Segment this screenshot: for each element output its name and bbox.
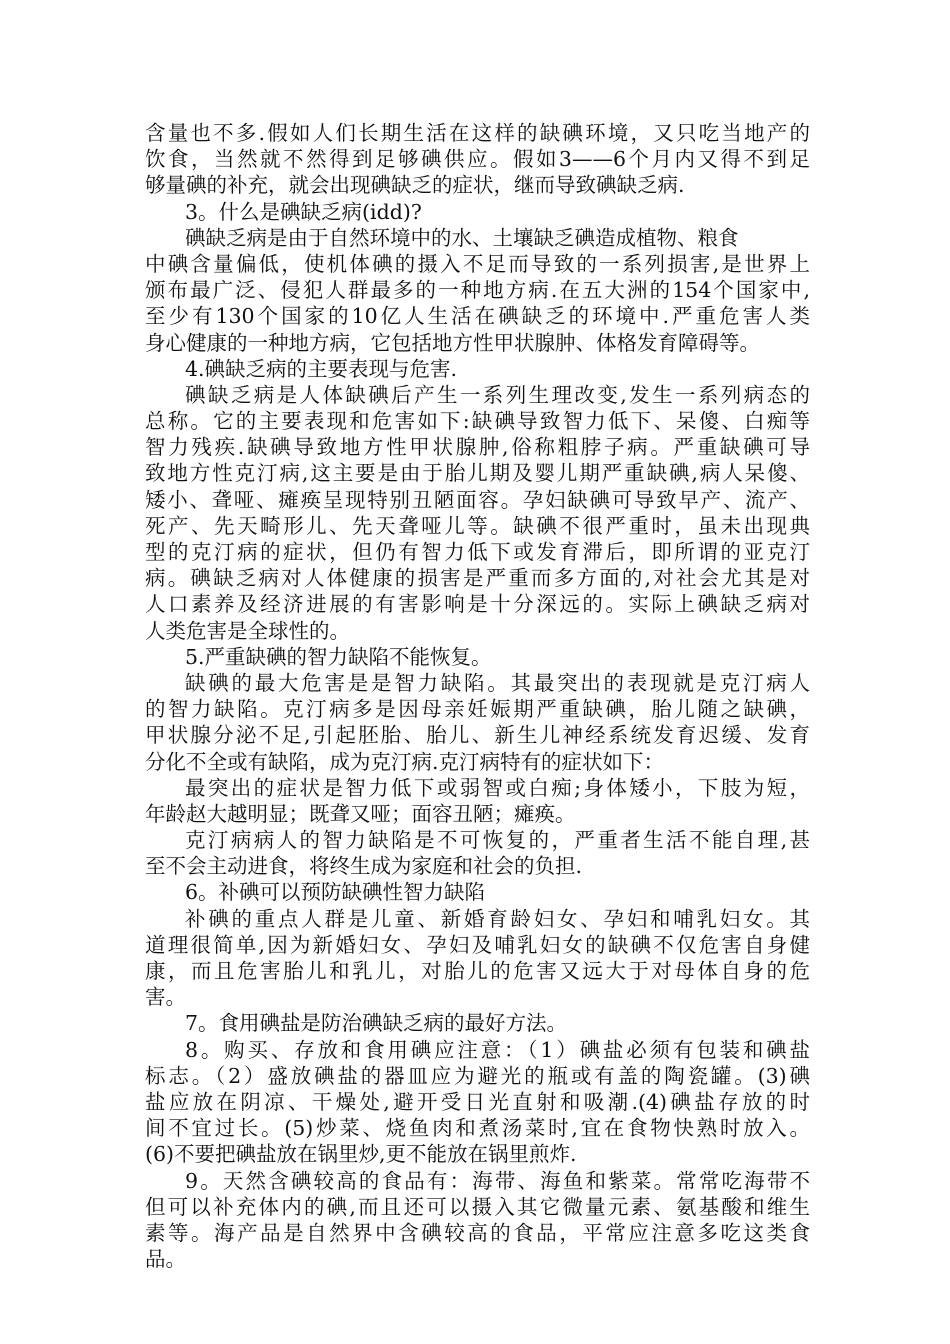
text-line: 碘缺乏病是由于自然环境中的水、土壤缺乏碘造成植物、粮食 xyxy=(185,225,739,250)
text-line: 身心健康的一种地方病，它包括地方性甲状腺肿、体格发育障碍等。 xyxy=(145,330,760,355)
text-line: 够量碘的补充，就会出现碘缺乏的症状，继而导致碘缺乏病. xyxy=(145,173,685,198)
text-line: 8。购买、存放和食用碘应注意：（1）碘盐必须有包装和碘盐 xyxy=(185,1037,810,1062)
text-line: 缺碘的最大危害是是智力缺陷。其最突出的表现就是克汀病人 xyxy=(185,670,810,695)
text-line: 的智力缺陷。克汀病多是因母亲妊娠期严重缺碘，胎儿随之缺碘， xyxy=(145,697,810,722)
text-line: 9。天然含碘较高的食品有：海带、海鱼和紫菜。常常吃海带不 xyxy=(185,1168,810,1193)
text-line: 7。食用碘盐是防治碘缺乏病的最好方法。 xyxy=(185,1011,568,1036)
text-line: 4.碘缺乏病的主要表现与危害. xyxy=(185,356,458,381)
text-line: 饮食，当然就不然得到足够碘供应。假如3——6个月内又得不到足 xyxy=(145,147,810,172)
text-line: 总称。它的主要表现和危害如下:缺碘导致智力低下、呆傻、白痴等 xyxy=(145,409,810,434)
text-line: 颁布最广泛、侵犯人群最多的一种地方病.在五大洲的154个国家中, xyxy=(145,278,810,303)
text-line: 型的克汀病的症状，但仍有智力低下或发育滞后，即所谓的亚克汀 xyxy=(145,540,810,564)
document-body xyxy=(145,120,810,1272)
text-line: 克汀病病人的智力缺陷是不可恢复的，严重者生活不能自理,甚 xyxy=(185,828,810,853)
text-line: 分化不全或有缺陷，成为克汀病.克汀病特有的症状如下： xyxy=(145,749,665,774)
text-line: 人类危害是全球性的。 xyxy=(145,618,350,643)
text-line: 含量也不多.假如人们长期生活在这样的缺碘环境，又只吃当地产的 xyxy=(145,121,810,145)
text-line: 补碘的重点人群是儿童、新婚育龄妇女、孕妇和哺乳妇女。其 xyxy=(185,906,810,931)
text-line: 致地方性克汀病,这主要是由于胎儿期及婴儿期严重缺碘,病人呆傻、 xyxy=(145,461,810,486)
text-line: 年龄赵大越明显；既聋又哑；面容丑陋；瘫痪。 xyxy=(145,801,576,826)
text-line: 标志。（2）盛放碘盐的器皿应为避光的瓶或有盖的陶瓷罐。(3)碘 xyxy=(145,1063,810,1088)
text-line: 康，而且危害胎儿和乳儿，对胎儿的危害又远大于对母体自身的危 xyxy=(145,959,810,983)
text-line: 智力残疾.缺碘导致地方性甲状腺肿,俗称粗脖子病。严重缺碘可导 xyxy=(145,435,810,460)
text-line: 盐应放在阴凉、干燥处,避开受日光直射和吸潮.(4)碘盐存放的时 xyxy=(145,1089,810,1114)
text-line: 死产、先天畸形儿、先天聋哑儿等。缺碘不很严重时，虽未出现典 xyxy=(145,513,810,538)
text-line: 道理很简单,因为新婚妇女、孕妇及哺乳妇女的缺碘不仅危害自身健 xyxy=(145,932,810,957)
text-line: (6)不要把碘盐放在锅里炒,更不能放在锅里煎炸. xyxy=(145,1142,577,1167)
text-line: 6。补碘可以预防缺碘性智力缺陷 xyxy=(185,880,486,905)
text-line: 病。碘缺乏病对人体健康的损害是严重而多方面的,对社会尤其是对 xyxy=(145,566,810,591)
text-line: 素等。海产品是自然界中含碘较高的食品，平常应注意多吃这类食 xyxy=(145,1220,810,1245)
text-line: 害。 xyxy=(145,985,186,1010)
text-line: 中碘含量偏低，使机体碘的摄入不足而导致的一系列损害,是世界上 xyxy=(145,251,810,276)
text-line: 碘缺乏病是人体缺碘后产生一系列生理改变,发生一系列病态的 xyxy=(185,382,810,407)
text-line: 人口素养及经济进展的有害影响是十分深远的。实际上碘缺乏病对 xyxy=(145,592,810,617)
text-line: 最突出的症状是智力低下或弱智或白痴;身体矮小，下肢为短， xyxy=(185,775,810,800)
text-line: 但可以补充体内的碘,而且还可以摄入其它微量元素、氨基酸和维生 xyxy=(145,1194,810,1219)
text-line: 品。 xyxy=(145,1247,186,1272)
text-line: 间不宜过长。(5)炒菜、烧鱼肉和煮汤菜时,宜在食物快熟时放入。 xyxy=(145,1116,810,1141)
text-line: 至少有130个国家的10亿人生活在碘缺乏的环境中.严重危害人类 xyxy=(145,304,810,329)
text-line: 至不会主动进食，将终生成为家庭和社会的负担. xyxy=(145,854,583,879)
text-line: 3。什么是碘缺乏病(idd)? xyxy=(185,199,422,224)
text-line: 甲状腺分泌不足,引起胚胎、胎儿、新生儿神经系统发育迟缓、发育 xyxy=(145,723,810,748)
text-line: 矮小、聋哑、瘫痪呈现特别丑陋面容。孕妇缺碘可导致早产、流产、 xyxy=(145,487,810,512)
text-line: 5.严重缺碘的智力缺陷不能恢复。 xyxy=(185,644,492,669)
